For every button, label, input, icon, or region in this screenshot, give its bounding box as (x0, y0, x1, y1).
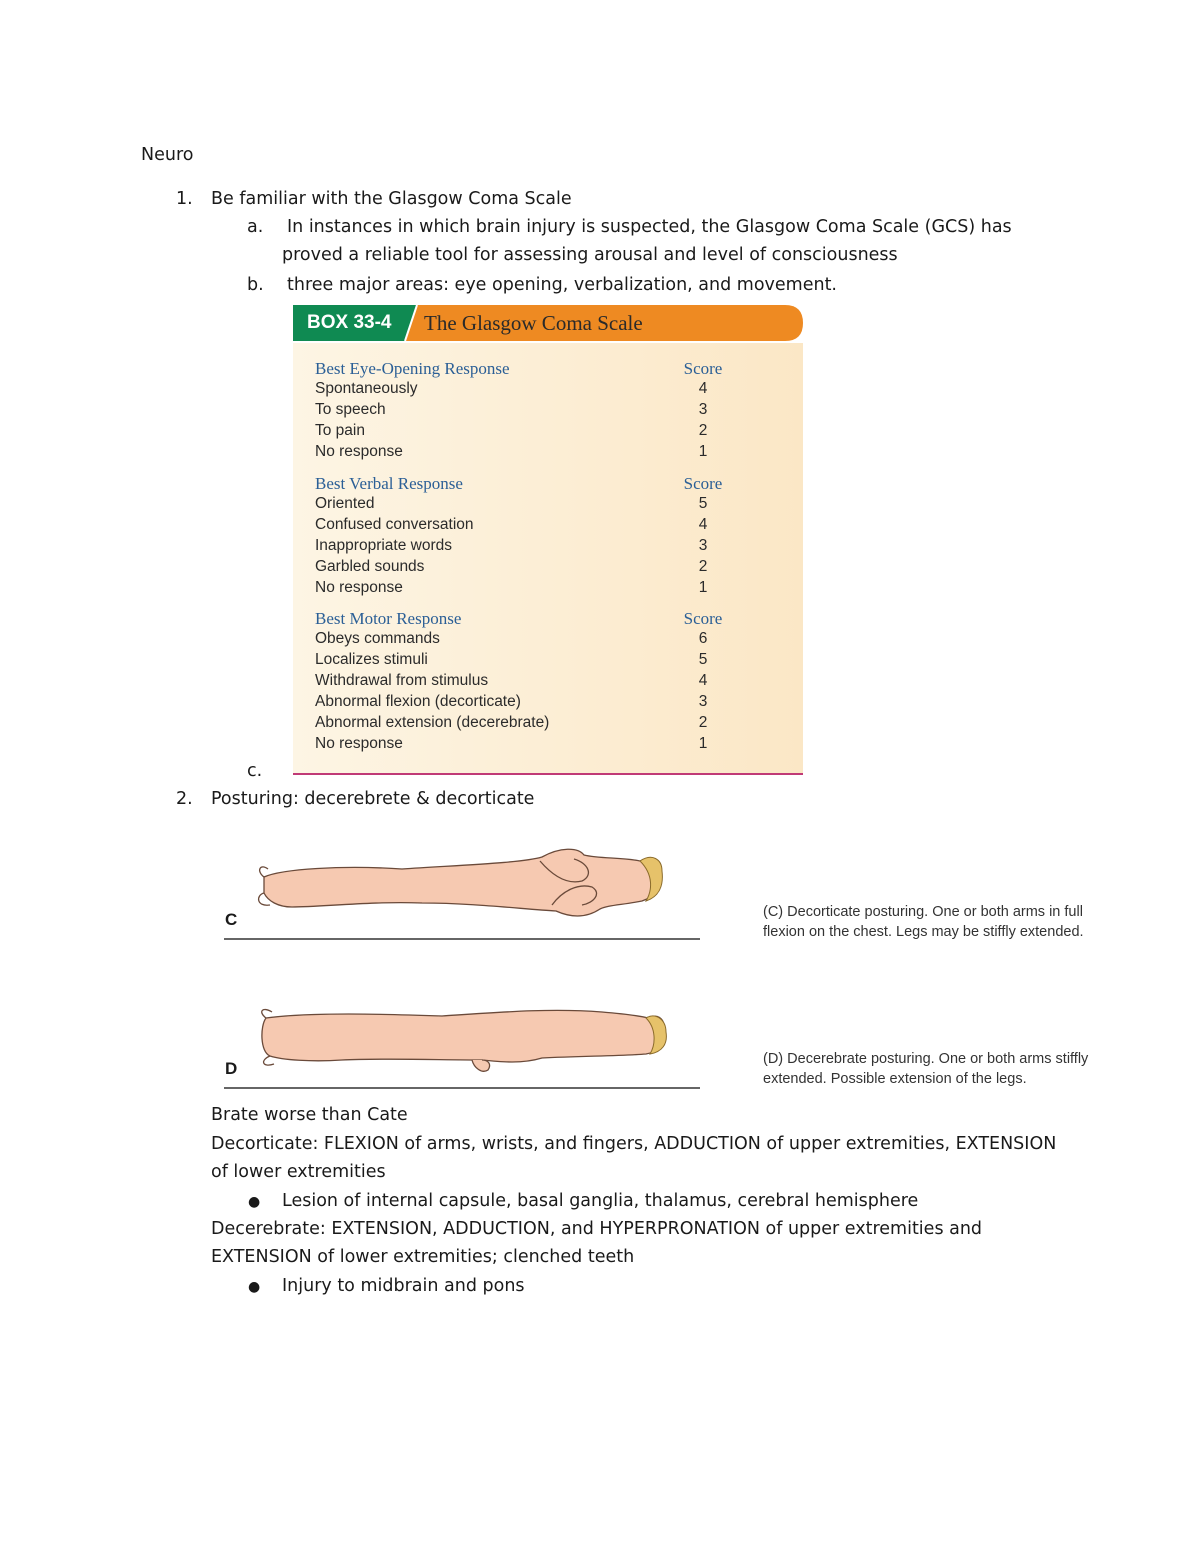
item-1-number: 1. (176, 189, 193, 209)
gcs-box-code: BOX 33-4 (307, 312, 392, 333)
row-score: 2 (698, 558, 708, 575)
eye-heading: Best Eye-Opening Response (315, 359, 510, 378)
figure-d-caption-line1: (D) Decerebrate posturing. One or both arms stiffly (763, 1051, 1089, 1067)
table-row (293, 516, 803, 536)
row-label: Obeys commands (315, 630, 440, 647)
figure-d-caption-line2: extended. Possible extension of the legs. (763, 1071, 1027, 1087)
row-label: Abnormal extension (decerebrate) (315, 714, 550, 731)
table-row (293, 714, 803, 734)
row-score: 2 (698, 422, 708, 439)
table-row (293, 537, 803, 557)
subitem-c-letter: c. (247, 761, 263, 781)
row-score: 3 (698, 693, 708, 710)
table-row (293, 380, 803, 400)
table-row (293, 422, 803, 442)
row-score: 6 (698, 630, 708, 647)
verbal-score-heading: Score (683, 474, 723, 493)
gcs-box (293, 305, 803, 775)
subitem-a-line1: In instances in which brain injury is suspected, the Glasgow Coma Scale (GCS) has (287, 217, 1012, 237)
decerebrate-bullet: Injury to midbrain and pons (282, 1276, 525, 1296)
decorticate-line2: of lower extremities (211, 1162, 386, 1182)
gcs-box-title: The Glasgow Coma Scale (424, 311, 643, 335)
row-score: 3 (698, 537, 708, 554)
table-row (293, 735, 803, 755)
table-row (293, 630, 803, 650)
row-label: Localizes stimuli (315, 651, 428, 668)
decorticate-figure (222, 835, 702, 945)
row-label: No response (315, 579, 403, 596)
row-score: 2 (698, 714, 708, 731)
row-label: Spontaneously (315, 380, 418, 397)
subitem-b-letter: b. (247, 275, 264, 295)
figure-c-letter: C (225, 910, 238, 929)
eye-score-heading: Score (683, 359, 723, 378)
table-row (293, 401, 803, 421)
table-row (293, 443, 803, 463)
decerebrate-line2: EXTENSION of lower extremities; clenched teeth (211, 1247, 635, 1267)
row-label: Confused conversation (315, 516, 474, 533)
table-row (293, 495, 803, 515)
bullet-icon: ● (248, 1279, 261, 1295)
row-label: To pain (315, 422, 365, 439)
decerebrate-figure (222, 998, 702, 1092)
row-score: 4 (698, 516, 708, 533)
item-2-number: 2. (176, 789, 193, 809)
verbal-section-header (293, 474, 803, 494)
row-score: 4 (698, 672, 708, 689)
row-score: 4 (698, 380, 708, 397)
row-label: No response (315, 443, 403, 460)
figure-c-caption-line2: flexion on the chest. Legs may be stiffly extended. (763, 924, 1084, 940)
row-score: 1 (698, 443, 708, 460)
row-score: 3 (698, 401, 708, 418)
row-label: No response (315, 735, 403, 752)
comparison-note: Brate worse than Cate (211, 1105, 408, 1125)
subitem-a-line2: proved a reliable tool for assessing arousal and level of consciousness (282, 245, 898, 265)
bullet-icon: ● (248, 1194, 261, 1210)
table-row (293, 693, 803, 713)
verbal-heading: Best Verbal Response (315, 474, 463, 493)
row-label: Inappropriate words (315, 537, 452, 554)
gcs-box-bottom-rule (293, 773, 803, 775)
decorticate-line1: Decorticate: FLEXION of arms, wrists, and fingers, ADDUCTION of upper extremities, EXTENSION (211, 1134, 1057, 1154)
row-score: 5 (698, 651, 708, 668)
decorticate-bullet: Lesion of internal capsule, basal ganglia, thalamus, cerebral hemisphere (282, 1191, 919, 1211)
figure-d-letter: D (225, 1059, 238, 1078)
eye-section-header (293, 359, 803, 379)
motor-section-header (293, 609, 803, 629)
motor-heading: Best Motor Response (315, 609, 462, 628)
subitem-a-letter: a. (247, 217, 264, 237)
gcs-box-body (293, 343, 803, 773)
row-label: Abnormal flexion (decorticate) (315, 693, 521, 710)
row-score: 5 (698, 495, 708, 512)
decerebrate-line1: Decerebrate: EXTENSION, ADDUCTION, and HYPERPRONATION of upper extremities and (211, 1219, 983, 1239)
row-label: Garbled sounds (315, 558, 425, 575)
item-1-text: Be familiar with the Glasgow Coma Scale (211, 189, 572, 209)
page-title: Neuro (141, 145, 194, 165)
table-row (293, 579, 803, 599)
row-score: 1 (698, 579, 708, 596)
item-2-text: Posturing: decerebrete & decorticate (211, 789, 535, 809)
table-row (293, 558, 803, 578)
table-row (293, 651, 803, 671)
motor-score-heading: Score (683, 609, 723, 628)
row-label: Oriented (315, 495, 375, 512)
subitem-b-text: three major areas: eye opening, verbalization, and movement. (287, 275, 837, 295)
row-score: 1 (698, 735, 708, 752)
row-label: To speech (315, 401, 386, 418)
figure-c-caption-line1: (C) Decorticate posturing. One or both arms in full (763, 904, 1083, 920)
row-label: Withdrawal from stimulus (315, 672, 489, 689)
table-row (293, 672, 803, 692)
